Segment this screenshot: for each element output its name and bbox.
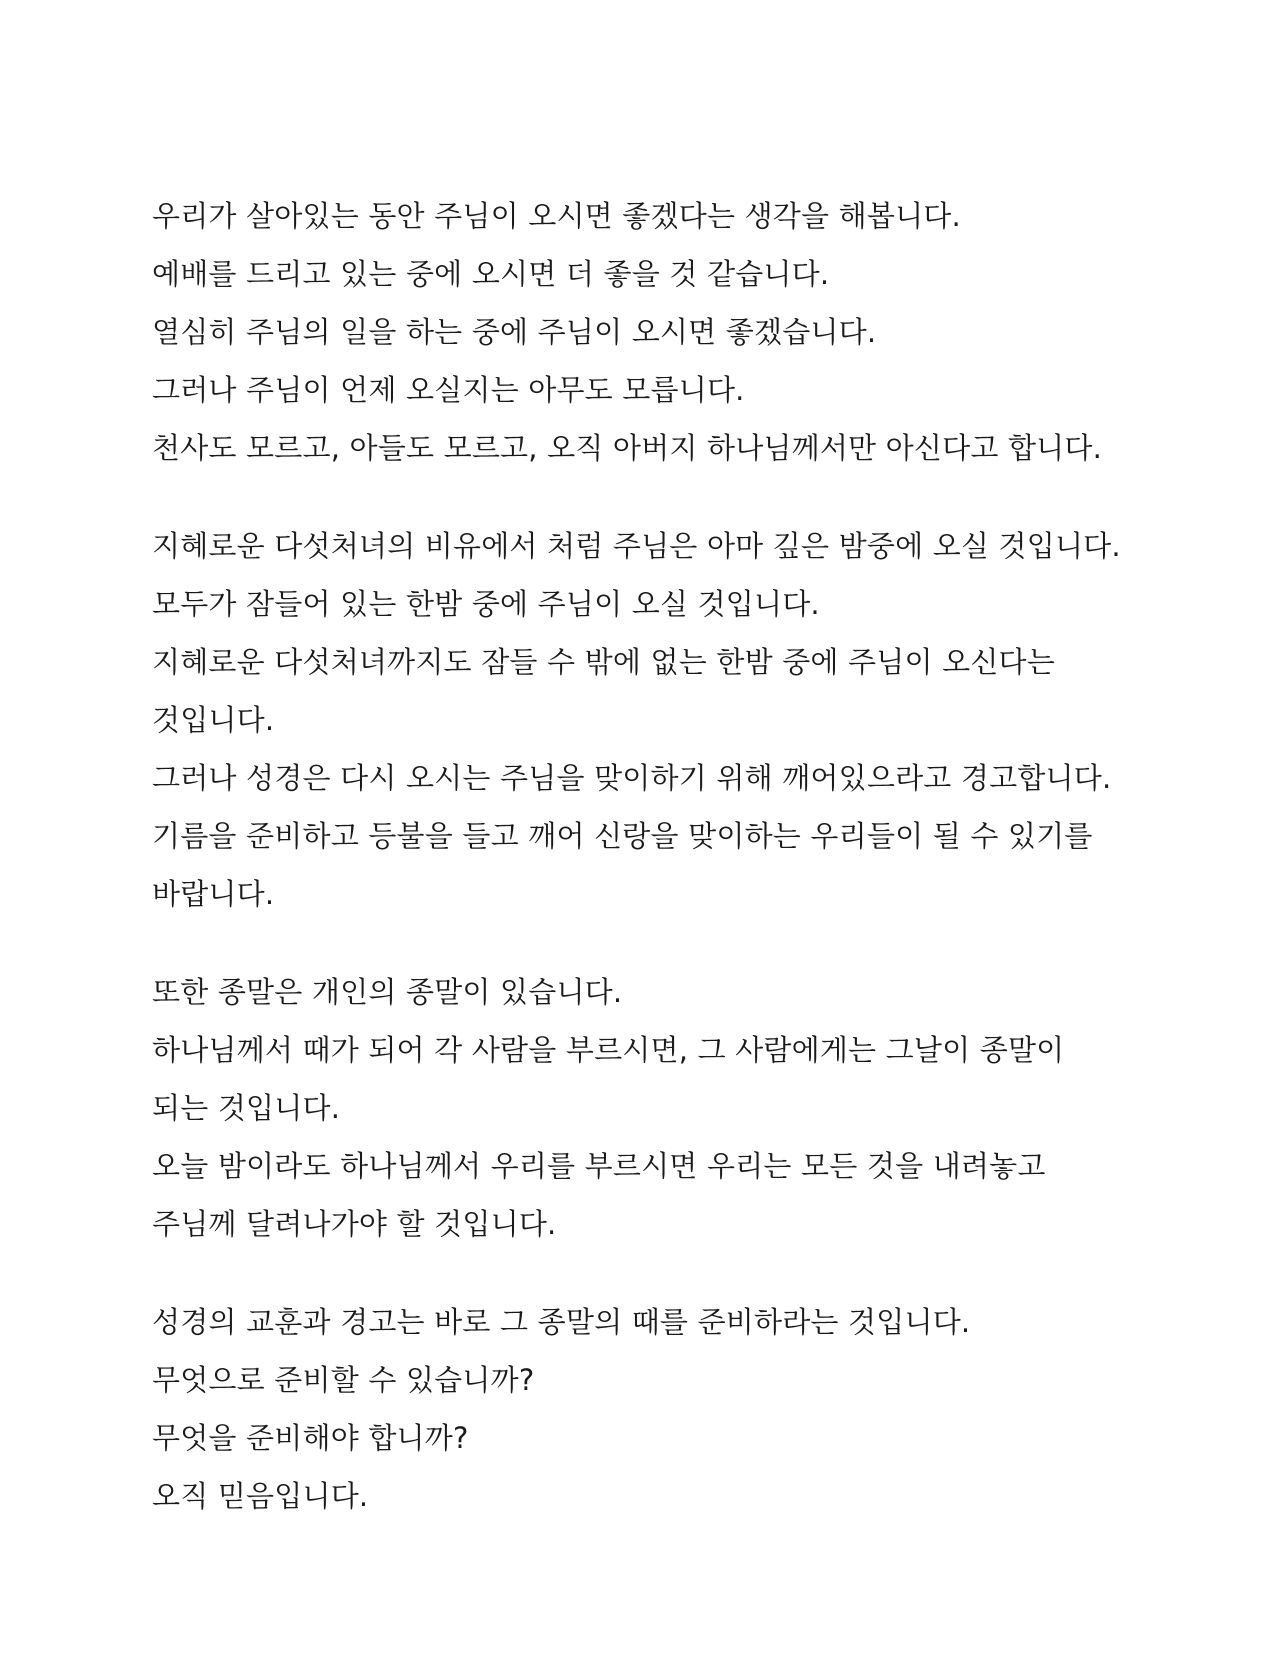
text-line: 모두가 잠들어 있는 한밤 중에 주님이 오실 것입니다. (152, 587, 820, 621)
text-line: 그러나 주님이 언제 오실지는 아무도 모릅니다. (152, 373, 745, 407)
text-line: 무엇으로 준비할 수 있습니까? (152, 1363, 535, 1397)
text-line: 하나님께서 때가 되어 각 사람을 부르시면, 그 사람에게는 그날이 종말이 (152, 1033, 1065, 1067)
paragraph-1 (152, 187, 1152, 477)
text-line: 지혜로운 다섯처녀의 비유에서 처럼 주님은 아마 깊은 밤중에 오실 것입니다. (152, 529, 1121, 563)
paragraph-4 (152, 1293, 1152, 1525)
text-line: 되는 것입니다. (152, 1091, 341, 1125)
text-line: 또한 종말은 개인의 종말이 있습니다. (152, 975, 623, 1009)
text-line: 우리가 살아있는 동안 주님이 오시면 좋겠다는 생각을 해봅니다. (152, 199, 961, 233)
text-line: 오늘 밤이라도 하나님께서 우리를 부르시면 우리는 모든 것을 내려놓고 (152, 1149, 1046, 1183)
text-line: 바랍니다. (152, 877, 275, 911)
text-line: 성경의 교훈과 경고는 바로 그 종말의 때를 준비하라는 것입니다. (152, 1305, 971, 1339)
text-line: 것입니다. (152, 703, 275, 737)
text-line: 무엇을 준비해야 합니까? (152, 1421, 469, 1455)
text-line: 열심히 주님의 일을 하는 중에 주님이 오시면 좋겠습니다. (152, 315, 877, 349)
paragraph-3 (152, 963, 1152, 1253)
text-line: 예배를 드리고 있는 중에 오시면 더 좋을 것 같습니다. (152, 257, 830, 291)
text-line: 천사도 모르고, 아들도 모르고, 오직 아버지 하나님께서만 아신다고 합니다. (152, 431, 1103, 465)
text-line: 기름을 준비하고 등불을 들고 깨어 신랑을 맞이하는 우리들이 될 수 있기를 (152, 819, 1093, 853)
text-line: 지혜로운 다섯처녀까지도 잠들 수 밖에 없는 한밤 중에 주님이 오신다는 (152, 645, 1055, 679)
paragraph-2 (152, 517, 1152, 923)
text-line: 주님께 달려나가야 할 것입니다. (152, 1207, 557, 1241)
document-body (152, 187, 1152, 1565)
text-line: 그러나 성경은 다시 오시는 주님을 맞이하기 위해 깨어있으라고 경고합니다. (152, 761, 1112, 795)
text-line: 오직 믿음입니다. (152, 1479, 369, 1513)
